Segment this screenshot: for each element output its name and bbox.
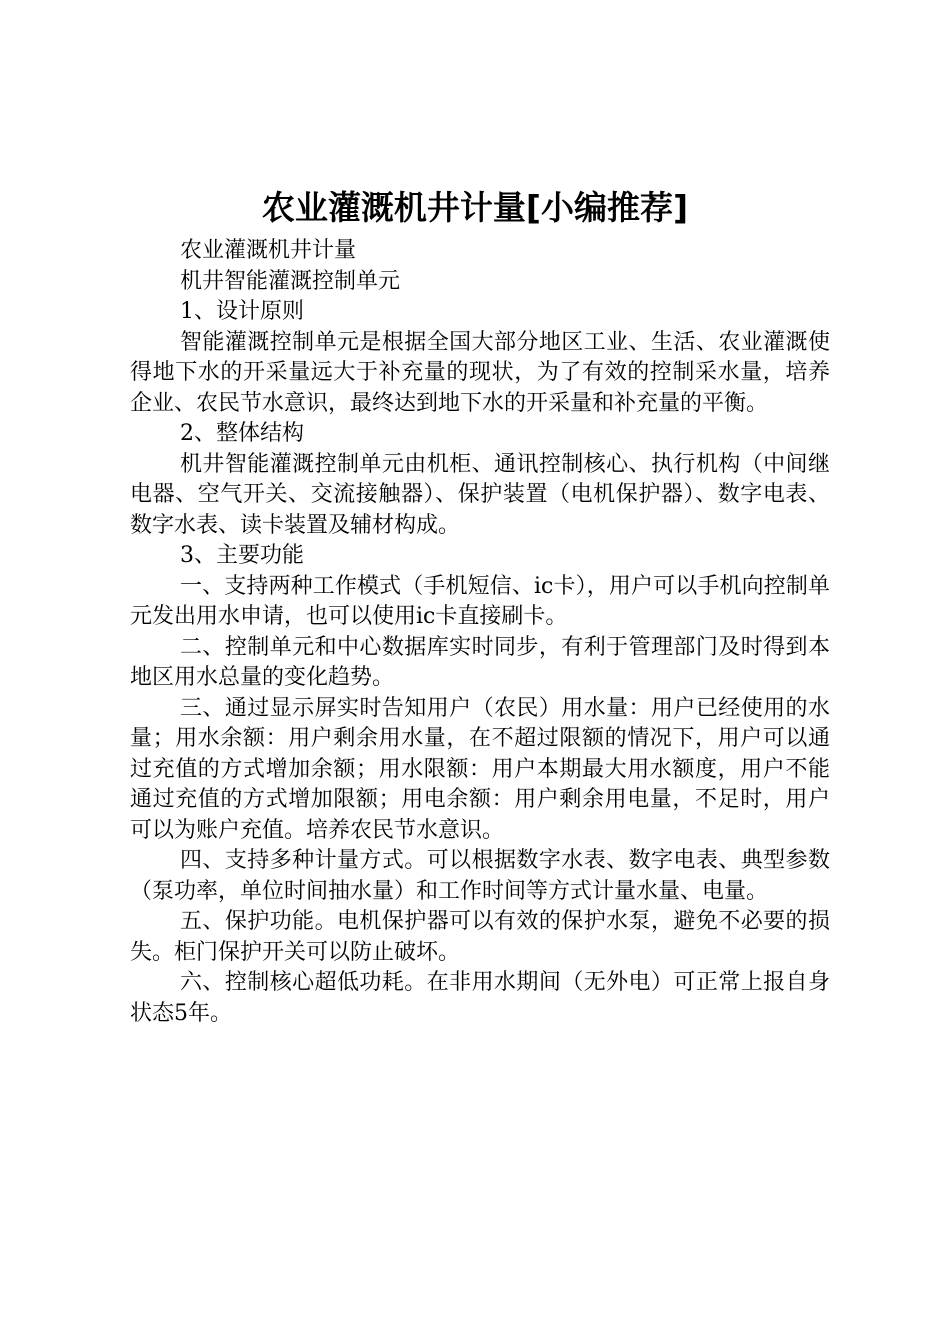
paragraph-function-6: 六、控制核心超低功耗。在非用水期间（无外电）可正常上报自身状态5年。 — [130, 970, 830, 1026]
paragraph-function-5: 五、保护功能。电机保护器可以有效的保护水泵，避免不必要的损失。柜门保护开关可以防止破坏。 — [130, 909, 830, 965]
section-heading-design-principle: 1、设计原则 — [180, 299, 304, 324]
paragraph-function-2: 二、控制单元和中心数据库实时同步，有利于管理部门及时得到本地区用水总量的变化趋势。 — [130, 634, 830, 690]
paragraph-function-3: 三、通过显示屏实时告知用户（农民）用水量：用户已经使用的水量；用水余额：用户剩余用水量，在不超过限额的情况下，用户可以通过充值的方式增加余额；用水限额：用户本期最大用水额度，用户不能通过充值的方式增加限额；用电余额：用户剩余用电量，不足时，用户可以为账户充值。培养农民节水意识。 — [130, 695, 830, 843]
section-heading-overall-structure: 2、整体结构 — [180, 421, 304, 446]
paragraph-subtitle: 农业灌溉机井计量 — [180, 238, 357, 263]
paragraph-function-4: 四、支持多种计量方式。可以根据数字水表、数字电表、典型参数（泵功率，单位时间抽水量）和工作时间等方式计量水量、电量。 — [130, 848, 830, 904]
paragraph-design-principle: 智能灌溉控制单元是根据全国大部分地区工业、生活、农业灌溉使得地下水的开采量远大于补充量的现状，为了有效的控制采水量，培养企业、农民节水意识，最终达到地下水的开采量和补充量的平衡。 — [130, 329, 830, 416]
paragraph-overall-structure: 机井智能灌溉控制单元由机柜、通讯控制核心、执行机构（中间继电器、空气开关、交流接触器）、保护装置（电机保护器）、数字电表、数字水表、读卡装置及辅材构成。 — [130, 451, 830, 538]
paragraph-function-1: 一、支持两种工作模式（手机短信、ic卡），用户可以手机向控制单元发出用水申请，也可以使用ic卡直接刷卡。 — [130, 573, 830, 629]
document-title: 农业灌溉机井计量[小编推荐] — [261, 188, 689, 227]
section-heading-main-functions: 3、主要功能 — [180, 543, 304, 568]
paragraph-unit-name: 机井智能灌溉控制单元 — [180, 268, 401, 294]
document-body — [130, 236, 830, 1029]
